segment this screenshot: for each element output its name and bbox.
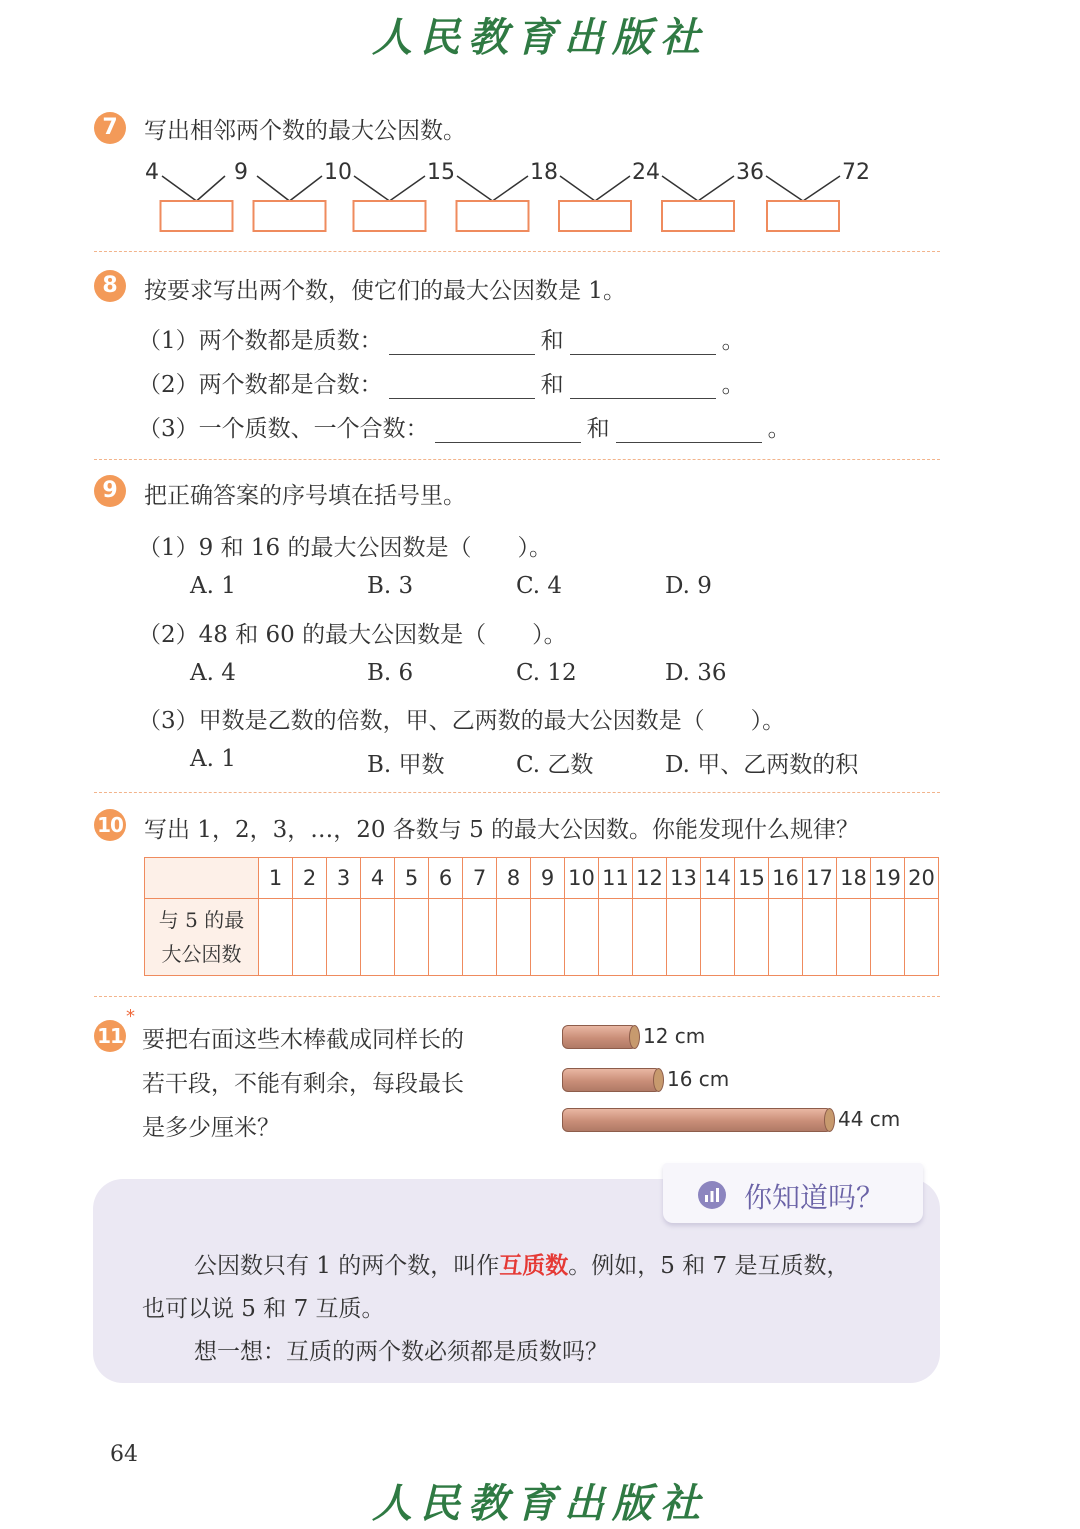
option-b[interactable]: B. 6 bbox=[367, 660, 414, 686]
option-b[interactable]: B. 甲数 bbox=[367, 752, 445, 778]
column-header: 14 bbox=[701, 858, 735, 899]
answer-cell[interactable] bbox=[497, 899, 531, 976]
q7-number: 24 bbox=[632, 160, 660, 185]
option-c[interactable]: C. 12 bbox=[516, 660, 577, 686]
option-d[interactable]: D. 甲、乙两数的积 bbox=[665, 752, 859, 778]
answer-cell[interactable] bbox=[531, 899, 565, 976]
answer-cell[interactable] bbox=[905, 899, 939, 976]
table-row bbox=[145, 899, 939, 976]
answer-box[interactable] bbox=[161, 201, 233, 231]
option-a[interactable]: A. 1 bbox=[190, 746, 236, 772]
option-d[interactable]: D. 9 bbox=[665, 573, 712, 599]
answer-box[interactable] bbox=[767, 201, 839, 231]
option-c[interactable]: C. 4 bbox=[516, 573, 563, 599]
q11-line-1: 要把右面这些木棒截成同样长的 bbox=[142, 1027, 464, 1053]
option-b[interactable]: B. 3 bbox=[367, 573, 414, 599]
q7-number: 9 bbox=[234, 160, 248, 185]
know-text: 公因数只有 1 的两个数，叫作 bbox=[194, 1253, 500, 1279]
know-line-2: 也可以说 5 和 7 互质。 bbox=[142, 1296, 385, 1322]
column-header: 9 bbox=[531, 858, 565, 899]
divider bbox=[94, 792, 940, 793]
q8-item-2 bbox=[138, 366, 745, 399]
column-header: 5 bbox=[395, 858, 429, 899]
connector-line bbox=[766, 176, 840, 201]
answer-cell[interactable] bbox=[803, 899, 837, 976]
answer-blank[interactable] bbox=[616, 418, 762, 443]
answer-cell[interactable] bbox=[701, 899, 735, 976]
option-d[interactable]: D. 36 bbox=[665, 660, 727, 686]
column-header: 13 bbox=[667, 858, 701, 899]
page-number: 64 bbox=[110, 1442, 138, 1467]
divider bbox=[94, 459, 940, 460]
answer-blank[interactable] bbox=[570, 330, 716, 355]
column-header: 19 bbox=[871, 858, 905, 899]
answer-cell[interactable] bbox=[259, 899, 293, 976]
q8-item-3 bbox=[138, 410, 791, 443]
q7-number: 15 bbox=[427, 160, 455, 185]
stick-length-label: 16 cm bbox=[667, 1067, 730, 1091]
option-a[interactable]: A. 4 bbox=[190, 660, 236, 686]
answer-blank[interactable] bbox=[389, 374, 535, 399]
q11-line-3: 是多少厘米？ bbox=[142, 1115, 280, 1141]
stick-end bbox=[653, 1068, 664, 1092]
column-header: 6 bbox=[429, 858, 463, 899]
answer-box[interactable] bbox=[254, 201, 326, 231]
table-header-row bbox=[145, 858, 939, 899]
connector-line bbox=[560, 176, 630, 201]
answer-blank[interactable] bbox=[435, 418, 581, 443]
column-header: 11 bbox=[599, 858, 633, 899]
and-text: 和 bbox=[540, 328, 564, 354]
wooden-stick bbox=[562, 1068, 661, 1092]
end-punct: 。 bbox=[721, 328, 745, 354]
question-9-badge: 9 bbox=[94, 475, 126, 507]
stick-length-label: 44 cm bbox=[838, 1107, 901, 1131]
coprime-term: 互质数 bbox=[499, 1252, 569, 1279]
answer-cell[interactable] bbox=[871, 899, 905, 976]
option-c[interactable]: C. 乙数 bbox=[516, 752, 594, 778]
stick-end bbox=[629, 1025, 640, 1049]
row-label-line: 大公因数 bbox=[161, 942, 242, 966]
connector-line bbox=[354, 176, 425, 201]
answer-box[interactable] bbox=[559, 201, 631, 231]
answer-cell[interactable] bbox=[293, 899, 327, 976]
end-punct: 。 bbox=[767, 416, 791, 442]
answer-cell[interactable] bbox=[565, 899, 599, 976]
answer-cell[interactable] bbox=[327, 899, 361, 976]
answer-cell[interactable] bbox=[667, 899, 701, 976]
and-text: 和 bbox=[586, 416, 610, 442]
row-label-line: 与 5 的最 bbox=[158, 908, 245, 932]
column-header: 20 bbox=[905, 858, 939, 899]
connector-line bbox=[257, 176, 322, 201]
column-header: 8 bbox=[497, 858, 531, 899]
question-10-text: 写出 1，2，3，…，20 各数与 5 的最大公因数。你能发现什么规律？ bbox=[144, 817, 860, 843]
know-line-3: 想一想：互质的两个数必须都是质数吗？ bbox=[194, 1339, 608, 1365]
optional-star: * bbox=[126, 1006, 135, 1027]
answer-cell[interactable] bbox=[395, 899, 429, 976]
wooden-stick bbox=[562, 1108, 832, 1132]
column-header: 16 bbox=[769, 858, 803, 899]
divider bbox=[94, 996, 940, 997]
answer-box[interactable] bbox=[457, 201, 529, 231]
connector-line bbox=[457, 176, 528, 201]
answer-cell[interactable] bbox=[599, 899, 633, 976]
q8-item-label: （1）两个数都是质数： bbox=[138, 328, 383, 354]
column-header: 1 bbox=[259, 858, 293, 899]
know-text: 。例如，5 和 7 是互质数， bbox=[568, 1253, 850, 1279]
answer-cell[interactable] bbox=[769, 899, 803, 976]
question-9-text: 把正确答案的序号填在括号里。 bbox=[144, 483, 466, 509]
answer-cell[interactable] bbox=[361, 899, 395, 976]
end-punct: 。 bbox=[721, 372, 745, 398]
q8-item-label: （2）两个数都是合数： bbox=[138, 372, 383, 398]
did-you-know-title: 你知道吗？ bbox=[744, 1181, 885, 1214]
q8-item-label: （3）一个质数、一个合数： bbox=[138, 416, 429, 442]
column-header: 17 bbox=[803, 858, 837, 899]
q11-line-2: 若干段，不能有剩余，每段最长 bbox=[142, 1071, 464, 1097]
stick-end bbox=[824, 1108, 835, 1132]
q9-item-2-stem: （2）48 和 60 的最大公因数是（ ）。 bbox=[138, 622, 567, 648]
answer-cell[interactable] bbox=[429, 899, 463, 976]
stick-length-label: 12 cm bbox=[643, 1024, 706, 1048]
column-header: 2 bbox=[293, 858, 327, 899]
question-8-text: 按要求写出两个数，使它们的最大公因数是 1。 bbox=[144, 278, 626, 304]
question-7-text: 写出相邻两个数的最大公因数。 bbox=[144, 118, 466, 144]
answer-blank[interactable] bbox=[570, 374, 716, 399]
column-header: 18 bbox=[837, 858, 871, 899]
answer-cell[interactable] bbox=[837, 899, 871, 976]
q9-item-1-stem: （1）9 和 16 的最大公因数是（ ）。 bbox=[138, 535, 552, 561]
q7-number: 4 bbox=[145, 160, 159, 185]
option-a[interactable]: A. 1 bbox=[190, 573, 236, 599]
column-header: 12 bbox=[633, 858, 667, 899]
question-11-badge: 11 bbox=[94, 1020, 126, 1052]
question-7-badge: 7 bbox=[94, 112, 126, 144]
answer-box[interactable] bbox=[354, 201, 426, 231]
wooden-stick bbox=[562, 1025, 637, 1049]
publisher-footer: 人民教育出版社 bbox=[372, 1480, 708, 1527]
divider bbox=[94, 251, 940, 252]
q8-item-1 bbox=[138, 322, 745, 355]
answer-cell[interactable] bbox=[633, 899, 667, 976]
publisher-header: 人民教育出版社 bbox=[372, 14, 708, 61]
and-text: 和 bbox=[540, 372, 564, 398]
know-line-1 bbox=[194, 1247, 849, 1280]
column-header: 3 bbox=[327, 858, 361, 899]
question-10-badge: 10 bbox=[94, 809, 126, 841]
answer-cell[interactable] bbox=[735, 899, 769, 976]
chart-icon bbox=[697, 1180, 727, 1210]
row-label bbox=[145, 899, 259, 976]
q7-number: 36 bbox=[736, 160, 764, 185]
q7-number: 18 bbox=[530, 160, 558, 185]
column-header: 7 bbox=[463, 858, 497, 899]
answer-box[interactable] bbox=[662, 201, 734, 231]
q7-number: 72 bbox=[842, 160, 870, 185]
connector-line bbox=[662, 176, 734, 201]
column-header: 10 bbox=[565, 858, 599, 899]
q9-item-3-stem: （3）甲数是乙数的倍数，甲、乙两数的最大公因数是（ ）。 bbox=[138, 708, 786, 734]
q7-number: 10 bbox=[324, 160, 352, 185]
gcd-table bbox=[144, 857, 939, 976]
column-header: 15 bbox=[735, 858, 769, 899]
answer-cell[interactable] bbox=[463, 899, 497, 976]
answer-blank[interactable] bbox=[389, 330, 535, 355]
question-8-badge: 8 bbox=[94, 270, 126, 302]
table-corner-cell bbox=[145, 858, 259, 899]
column-header: 4 bbox=[361, 858, 395, 899]
